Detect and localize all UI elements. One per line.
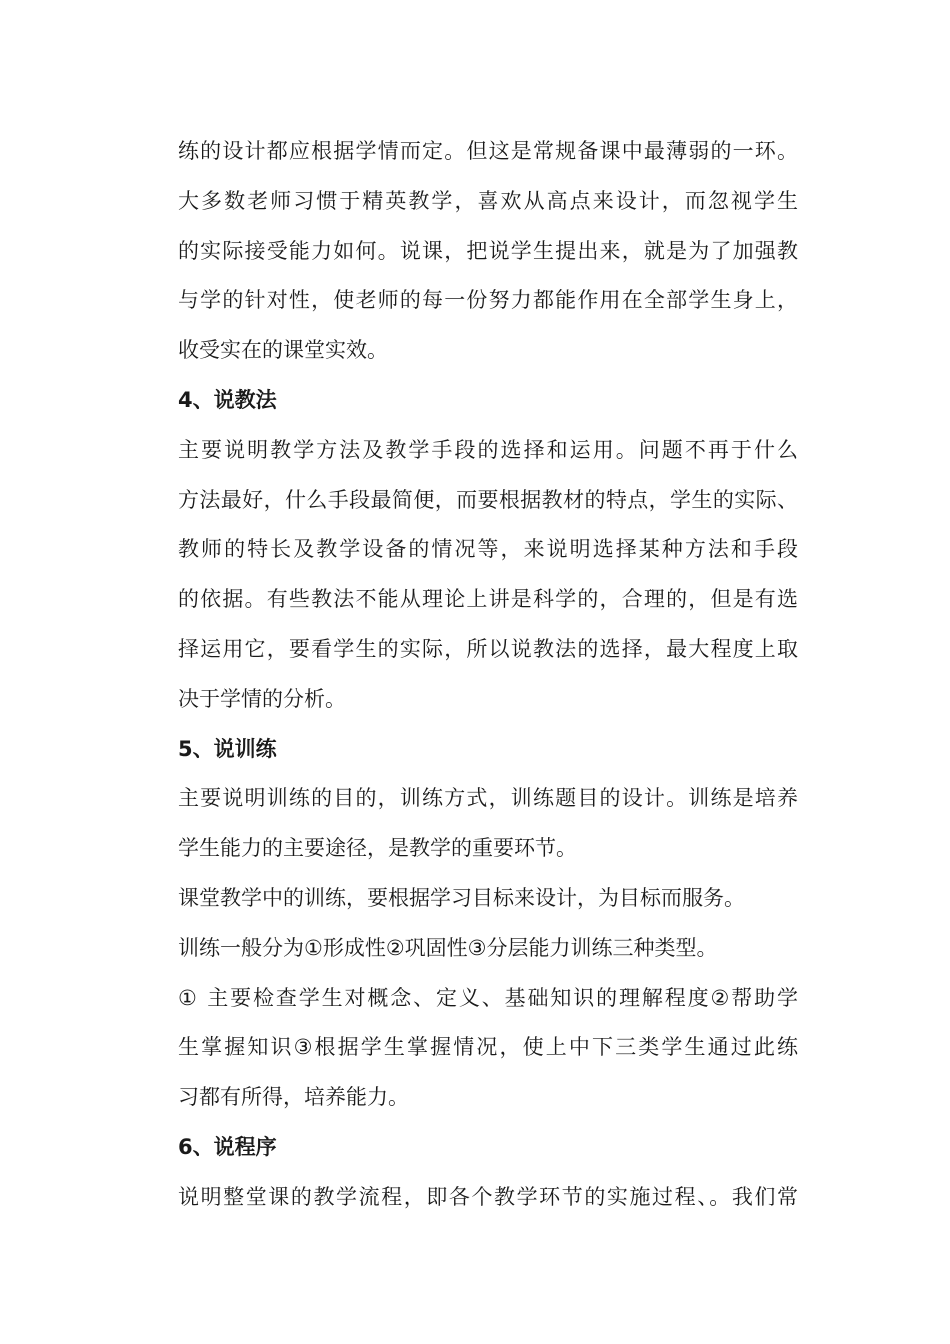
paragraph-line: 的依据。有些教法不能从理论上讲是科学的，合理的，但是有选: [178, 587, 798, 612]
section-heading: 5、说训练: [178, 736, 277, 761]
paragraph-line: 训练一般分为①形成性②巩固性③分层能力训练三种类型。: [178, 935, 718, 960]
paragraph-line: 习都有所得，培养能力。: [178, 1085, 409, 1110]
paragraph-line: 练的设计都应根据学情而定。但这是常规备课中最薄弱的一环。: [178, 139, 798, 163]
paragraph-line: 择运用它，要看学生的实际，所以说教法的选择，最大程度上取: [178, 636, 798, 661]
paragraph-line: 方法最好，什么手段最简便，而要根据教材的特点，学生的实际、: [178, 487, 798, 512]
paragraph-line: ① 主要检查学生对概念、定义、基础知识的理解程度②帮助学: [178, 985, 798, 1010]
section-heading: 4、说教法: [178, 387, 277, 412]
paragraph-line: 与学的针对性，使老师的每一份努力都能作用在全部学生身上，: [178, 288, 798, 313]
paragraph-line: 主要说明训练的目的，训练方式，训练题目的设计。训练是培养: [178, 786, 798, 811]
paragraph-line: 收受实在的课堂实效。: [178, 338, 388, 363]
paragraph-line: 生掌握知识③根据学生掌握情况，使上中下三类学生通过此练: [178, 1035, 798, 1060]
document-body: [178, 127, 798, 1223]
paragraph-line: 大多数老师习惯于精英教学，喜欢从高点来设计，而忽视学生: [178, 188, 798, 213]
paragraph-line: 说明整堂课的教学流程，即各个教学环节的实施过程、。我们常: [178, 1184, 798, 1209]
paragraph-line: 教师的特长及教学设备的情况等，来说明选择某种方法和手段: [178, 537, 798, 562]
paragraph-line: 的实际接受能力如何。说课，把说学生提出来，就是为了加强教: [178, 238, 798, 263]
paragraph-line: 学生能力的主要途径，是教学的重要环节。: [178, 836, 577, 861]
paragraph-line: 决于学情的分析。: [178, 686, 346, 711]
paragraph-line: 课堂教学中的训练，要根据学习目标来设计，为目标而服务。: [178, 885, 745, 910]
paragraph-line: 主要说明教学方法及教学手段的选择和运用。问题不再于什么: [178, 437, 798, 462]
section-heading: 6、说程序: [178, 1134, 277, 1159]
